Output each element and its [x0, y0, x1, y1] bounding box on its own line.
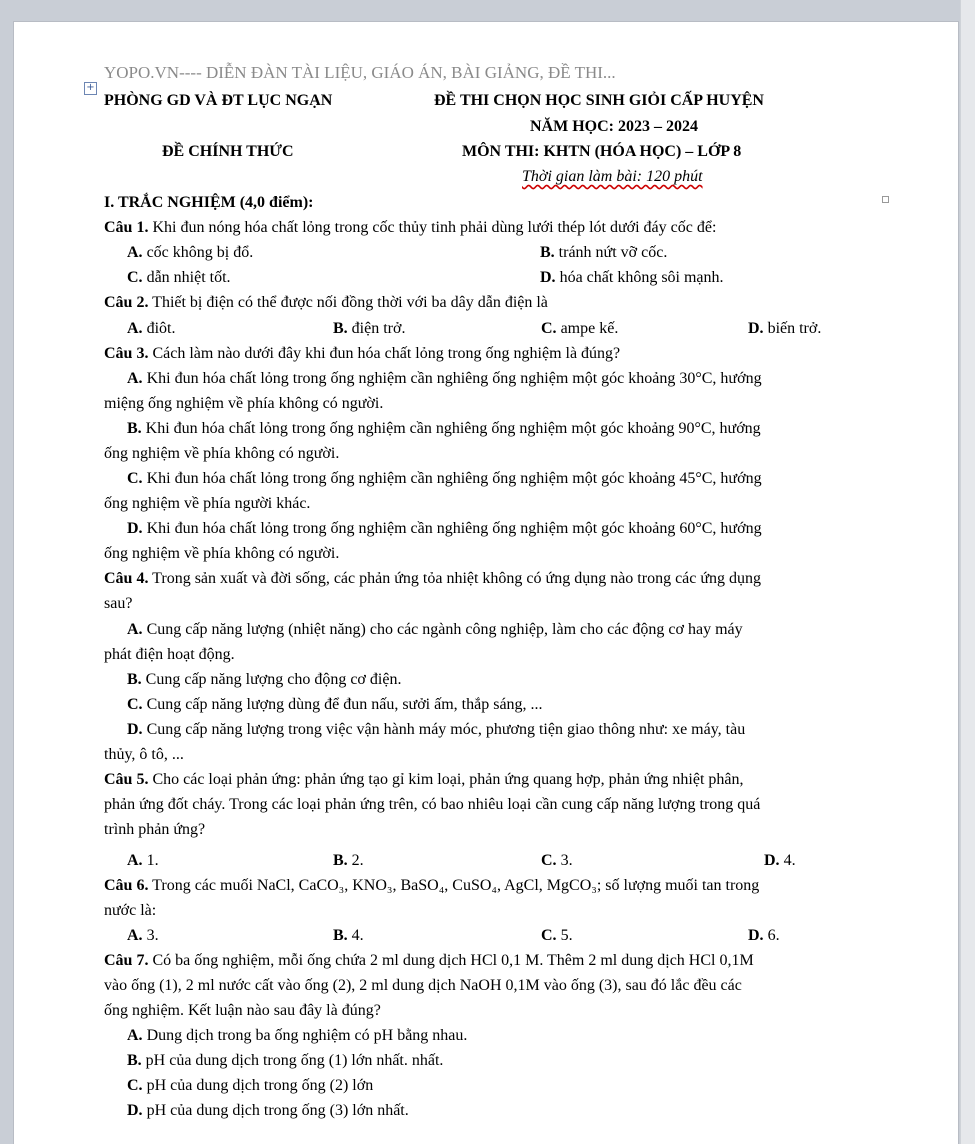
q4-option-d-cont: thủy, ô tô, ... [104, 746, 184, 763]
q6-option-d[interactable]: D. 6. [748, 927, 780, 944]
school-year: NĂM HỌC: 2023 – 2024 [530, 118, 698, 135]
document-page [14, 22, 958, 1144]
q4-option-c[interactable]: C. Cung cấp năng lượng dùng để đun nấu, sưởi ấm, thắp sáng, ... [127, 696, 543, 713]
table-move-handle-icon[interactable]: + [84, 82, 97, 95]
q2-option-a[interactable]: A. điôt. [127, 320, 176, 337]
q4-option-a[interactable]: A. Cung cấp năng lượng (nhiệt năng) cho các ngành công nghiệp, làm cho các động cơ hay máy [127, 621, 743, 638]
question-5: Câu 5. Cho các loại phản ứng: phản ứng tạo gỉ kim loại, phản ứng quang hợp, phản ứng nhiệt phân, [104, 771, 744, 788]
q3-option-d[interactable]: D. Khi đun hóa chất lỏng trong ống nghiệm cần nghiêng ống nghiệm một góc khoảng 60°C, hướng [127, 520, 762, 537]
q5-option-a[interactable]: A. 1. [127, 852, 159, 869]
question-7-cont-1: vào ống (1), 2 ml nước cất vào ống (2), 2 ml dung dịch NaOH 0,1M vào ống (3), sau đó lắc đều các [104, 977, 742, 994]
q4-option-d[interactable]: D. Cung cấp năng lượng trong việc vận hành máy móc, phương tiện giao thông như: xe máy, tàu [127, 721, 746, 738]
question-5-cont-1: phản ứng đốt cháy. Trong các loại phản ứng trên, có bao nhiêu loại cần cung cấp năng lượng trong quá [104, 796, 761, 813]
text-boundary-marker [882, 196, 889, 203]
subject-line: MÔN THI: KHTN (HÓA HỌC) – LỚP 8 [462, 143, 742, 160]
q7-option-c[interactable]: C. pH của dung dịch trong ống (2) lớn [127, 1077, 374, 1094]
section-heading: I. TRẮC NGHIỆM (4,0 điểm): [104, 194, 314, 211]
question-6: Câu 6. Trong các muối NaCl, CaCO₃, KNO₃, BaSO₄, CuSO₄, AgCl, MgCO₃; số lượng muối tan trong [104, 877, 760, 894]
q4-option-b[interactable]: B. Cung cấp năng lượng cho động cơ điện. [127, 671, 402, 688]
watermark-line: YOPO.VN---- DIỄN ĐÀN TÀI LIỆU, GIÁO ÁN, BÀI GIẢNG, ĐỀ THI... [104, 63, 616, 82]
q1-option-d[interactable]: D. hóa chất không sôi mạnh. [540, 269, 724, 286]
q6-option-a[interactable]: A. 3. [127, 927, 159, 944]
question-6-cont: nước là: [104, 902, 157, 919]
question-1: Câu 1. Khi đun nóng hóa chất lỏng trong cốc thủy tinh phải dùng lưới thép lót dưới đáy cốc để: [104, 219, 717, 236]
q3-option-a[interactable]: A. Khi đun hóa chất lỏng trong ống nghiệm cần nghiêng ống nghiệm một góc khoảng 30°C, hướng [127, 370, 762, 387]
official-label: ĐỀ CHÍNH THỨC [162, 143, 294, 160]
q1-option-a[interactable]: A. cốc không bị đổ. [127, 244, 254, 261]
q3-option-c-cont: ống nghiệm về phía người khác. [104, 495, 311, 512]
q6-option-b[interactable]: B. 4. [333, 927, 364, 944]
q2-option-d[interactable]: D. biến trở. [748, 320, 822, 337]
department-name: PHÒNG GD VÀ ĐT LỤC NGẠN [104, 92, 333, 109]
question-4: Câu 4. Trong sản xuất và đời sống, các phản ứng tỏa nhiệt không có ứng dụng nào trong các ứng dụng [104, 570, 762, 587]
question-2: Câu 2. Thiết bị điện có thể được nối đồng thời với ba dây dẫn điện là [104, 294, 548, 311]
q1-option-b[interactable]: B. tránh nứt vỡ cốc. [540, 244, 668, 261]
vertical-scrollbar[interactable] [960, 0, 975, 1144]
q3-option-b-cont: ống nghiệm về phía không có người. [104, 445, 340, 462]
q5-option-d[interactable]: D. 4. [764, 852, 796, 869]
q3-option-a-cont: miệng ống nghiệm về phía không có người. [104, 395, 384, 412]
q3-option-d-cont: ống nghiệm về phía không có người. [104, 545, 340, 562]
q2-option-b[interactable]: B. điện trở. [333, 320, 406, 337]
question-5-cont-2: trình phản ứng? [104, 821, 206, 838]
time-limit: Thời gian làm bài: 120 phút [522, 168, 703, 185]
question-4-cont: sau? [104, 595, 133, 612]
q5-option-c[interactable]: C. 3. [541, 852, 573, 869]
q3-option-c[interactable]: C. Khi đun hóa chất lỏng trong ống nghiệm cần nghiêng ống nghiệm một góc khoảng 45°C, hướng [127, 470, 762, 487]
q2-option-c[interactable]: C. ampe kế. [541, 320, 619, 337]
q7-option-a[interactable]: A. Dung dịch trong ba ống nghiệm có pH bằng nhau. [127, 1027, 468, 1044]
q6-option-c[interactable]: C. 5. [541, 927, 573, 944]
q7-option-b[interactable]: B. pH của dung dịch trong ống (1) lớn nhất. nhất. [127, 1052, 444, 1069]
q4-option-a-cont: phát điện hoạt động. [104, 646, 235, 663]
q5-option-b[interactable]: B. 2. [333, 852, 364, 869]
question-7-cont-2: ống nghiệm. Kết luận nào sau đây là đúng? [104, 1002, 381, 1019]
q1-option-c[interactable]: C. dẫn nhiệt tốt. [127, 269, 231, 286]
exam-title: ĐỀ THI CHỌN HỌC SINH GIỎI CẤP HUYỆN [434, 92, 764, 109]
q7-option-d[interactable]: D. pH của dung dịch trong ống (3) lớn nhất. [127, 1102, 409, 1119]
q3-option-b[interactable]: B. Khi đun hóa chất lỏng trong ống nghiệm cần nghiêng ống nghiệm một góc khoảng 90°C, hướng [127, 420, 761, 437]
question-3: Câu 3. Cách làm nào dưới đây khi đun hóa chất lỏng trong ống nghiệm là đúng? [104, 345, 621, 362]
question-7: Câu 7. Có ba ống nghiệm, mỗi ống chứa 2 ml dung dịch HCl 0,1 M. Thêm 2 ml dung dịch HCl 0,1M [104, 952, 754, 969]
